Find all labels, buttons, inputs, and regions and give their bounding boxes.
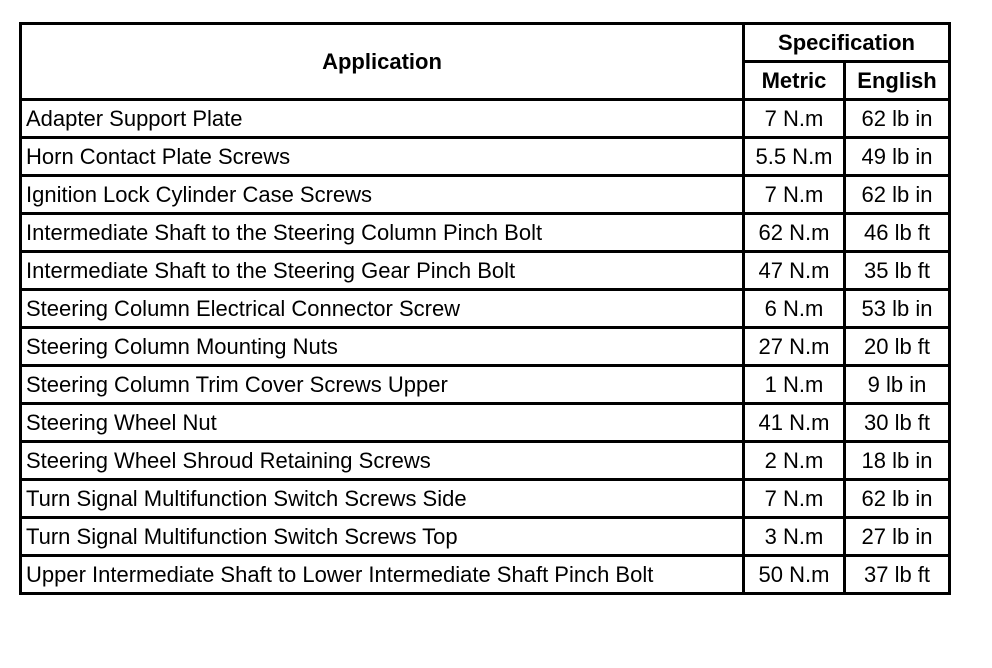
table-row	[21, 442, 950, 480]
metric-cell: 62 N.m	[744, 214, 845, 252]
application-header: Application	[21, 24, 744, 100]
english-cell: 30 lb ft	[845, 404, 950, 442]
table-row	[21, 176, 950, 214]
application-cell: Turn Signal Multifunction Switch Screws Side	[21, 480, 744, 518]
table-row	[21, 100, 950, 138]
table-row	[21, 404, 950, 442]
table-row	[21, 138, 950, 176]
table-row	[21, 328, 950, 366]
metric-cell: 2 N.m	[744, 442, 845, 480]
application-cell: Steering Column Trim Cover Screws Upper	[21, 366, 744, 404]
metric-cell: 27 N.m	[744, 328, 845, 366]
table-row	[21, 366, 950, 404]
metric-cell: 6 N.m	[744, 290, 845, 328]
table-body	[21, 100, 950, 594]
metric-cell: 41 N.m	[744, 404, 845, 442]
english-cell: 46 lb ft	[845, 214, 950, 252]
metric-cell: 47 N.m	[744, 252, 845, 290]
english-cell: 18 lb in	[845, 442, 950, 480]
english-cell: 49 lb in	[845, 138, 950, 176]
metric-cell: 3 N.m	[744, 518, 845, 556]
english-cell: 53 lb in	[845, 290, 950, 328]
application-cell: Upper Intermediate Shaft to Lower Intermediate Shaft Pinch Bolt	[21, 556, 744, 594]
torque-specification-table	[19, 22, 951, 595]
application-cell: Steering Wheel Nut	[21, 404, 744, 442]
table-row	[21, 214, 950, 252]
metric-cell: 50 N.m	[744, 556, 845, 594]
english-cell: 27 lb in	[845, 518, 950, 556]
english-cell: 62 lb in	[845, 480, 950, 518]
application-cell: Steering Column Electrical Connector Screw	[21, 290, 744, 328]
english-cell: 37 lb ft	[845, 556, 950, 594]
english-cell: 35 lb ft	[845, 252, 950, 290]
english-cell: 62 lb in	[845, 100, 950, 138]
metric-header: Metric	[744, 62, 845, 100]
table-row	[21, 556, 950, 594]
application-cell: Ignition Lock Cylinder Case Screws	[21, 176, 744, 214]
application-cell: Horn Contact Plate Screws	[21, 138, 744, 176]
application-cell: Turn Signal Multifunction Switch Screws Top	[21, 518, 744, 556]
english-cell: 20 lb ft	[845, 328, 950, 366]
application-cell: Steering Column Mounting Nuts	[21, 328, 744, 366]
application-cell: Adapter Support Plate	[21, 100, 744, 138]
application-cell: Intermediate Shaft to the Steering Gear Pinch Bolt	[21, 252, 744, 290]
english-cell: 62 lb in	[845, 176, 950, 214]
application-cell: Steering Wheel Shroud Retaining Screws	[21, 442, 744, 480]
english-cell: 9 lb in	[845, 366, 950, 404]
table-row	[21, 290, 950, 328]
table-header	[21, 24, 950, 100]
metric-cell: 1 N.m	[744, 366, 845, 404]
header-row-top	[21, 24, 950, 62]
table-row	[21, 252, 950, 290]
metric-cell: 7 N.m	[744, 176, 845, 214]
metric-cell: 7 N.m	[744, 480, 845, 518]
metric-cell: 7 N.m	[744, 100, 845, 138]
specification-header: Specification	[744, 24, 950, 62]
table-row	[21, 480, 950, 518]
metric-cell: 5.5 N.m	[744, 138, 845, 176]
english-header: English	[845, 62, 950, 100]
application-cell: Intermediate Shaft to the Steering Column Pinch Bolt	[21, 214, 744, 252]
table-row	[21, 518, 950, 556]
